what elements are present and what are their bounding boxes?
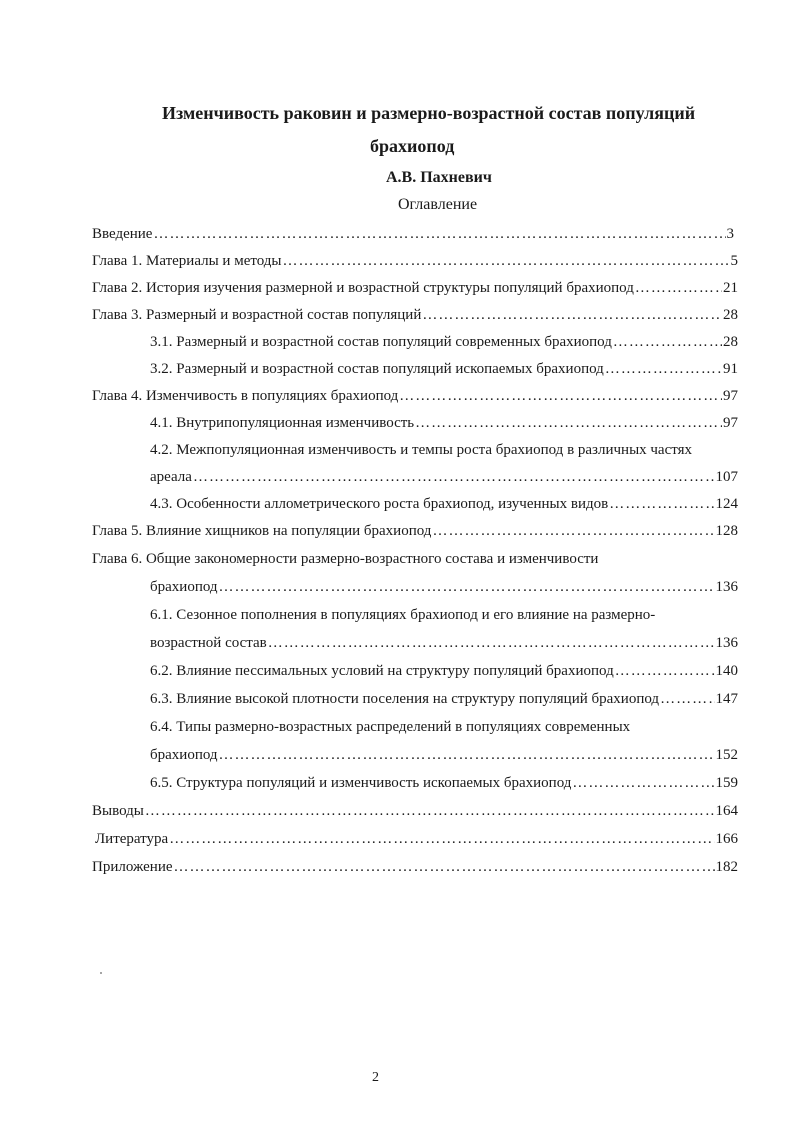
toc-page-number: 124 [715,496,738,512]
toc-dot-leader [193,467,715,487]
toc-heading: Оглавление [398,196,478,213]
toc-entry-section-6-4-cont [150,745,738,765]
toc-entry-section-3-1 [150,332,738,352]
toc-label: Выводы [92,803,144,819]
toc-label: Приложение [92,859,173,875]
toc-dot-leader [422,305,722,325]
title-line-1: Изменчивость раковин и размерно-возрастной состав популяций [162,103,696,123]
toc-label-continuation: брахиопод [150,747,218,763]
toc-dot-leader [432,521,714,541]
toc-page-number: 128 [715,523,738,539]
toc-entry-conclusions [92,801,738,821]
toc-dot-leader [153,224,725,244]
toc-label: 6.4. Типы размерно-возрастных распределений в популяциях современных [150,719,631,735]
toc-page-number: 166 [715,831,738,847]
toc-label: 6.5. Структура популяций и изменчивость ископаемых брахиопод [150,775,572,791]
toc-dot-leader [635,278,722,298]
toc-label: 4.3. Особенности аллометрического роста брахиопод, изученных видов [150,496,609,512]
toc-dot-leader [609,494,714,514]
toc-label: Глава 5. Влияние хищников на популяции брахиопод [92,523,432,539]
toc-page-number: 21 [723,280,738,296]
toc-page-number: 140 [715,663,738,679]
toc-dot-leader [415,413,722,433]
toc-dot-leader [605,359,722,379]
toc-dot-leader [174,857,715,877]
toc-page-number: 136 [715,579,738,595]
toc-entry-section-4-2 [150,440,738,460]
toc-entry-section-6-3 [150,689,738,709]
toc-entry-chapter-1 [92,251,738,271]
scan-speck [100,972,102,974]
toc-entry-section-6-5 [150,773,738,793]
toc-page-number: 5 [730,253,738,269]
toc-label: Глава 6. Общие закономерности размерно-возрастного состава и изменчивости [92,551,599,567]
toc-page-number: 182 [715,859,738,875]
toc-page-number: 3 [726,226,734,242]
toc-label: 3.1. Размерный и возрастной состав популяций современных брахиопод [150,334,612,350]
author: А.В. Пахневич [386,169,492,186]
toc-label: Литература [95,831,169,847]
toc-page-number: 28 [723,334,738,350]
toc-label: 3.2. Размерный и возрастной состав популяций ископаемых брахиопод [150,361,604,377]
page-number: 2 [372,1070,379,1085]
toc-label: Глава 3. Размерный и возрастной состав популяций [92,307,422,323]
toc-label-continuation: возрастной состав [150,635,267,651]
toc-label-continuation: ареала [150,469,192,485]
title-line-2: брахиопод [370,136,455,156]
toc-page-number: 136 [715,635,738,651]
toc-entry-section-6-4 [150,717,738,737]
toc-dot-leader [283,251,730,271]
toc-entry-section-4-3 [150,494,738,514]
toc-entry-chapter-2 [92,278,738,298]
toc-entry-section-6-2 [150,661,738,681]
toc-entry-chapter-5 [92,521,738,541]
toc-dot-leader [613,332,722,352]
toc-page-number: 91 [723,361,738,377]
toc-page-number: 152 [715,747,738,763]
toc-entry-section-4-2-cont [150,467,738,487]
toc-label: 4.2. Межпопуляционная изменчивость и темпы роста брахиопод в различных частях [150,442,693,458]
toc-label: 6.2. Влияние пессимальных условий на структуру популяций брахиопод [150,663,614,679]
toc-dot-leader [169,829,714,849]
toc-dot-leader [219,745,715,765]
toc-entry-chapter-6 [92,549,738,569]
toc-entry-section-4-1 [150,413,738,433]
toc-dot-leader [399,386,722,406]
toc-page-number: 147 [715,691,738,707]
toc-dot-leader [219,577,715,597]
toc-dot-leader [615,661,715,681]
toc-entry-appendix [92,857,738,877]
toc-entry-section-3-2 [150,359,738,379]
toc-page-number: 159 [715,775,738,791]
toc-label: 6.3. Влияние высокой плотности поселения на структуру популяций брахиопод [150,691,660,707]
toc-page-number: 97 [723,415,738,431]
toc-label: Глава 1. Материалы и методы [92,253,282,269]
toc-label: 4.1. Внутрипопуляционная изменчивость [150,415,415,431]
toc-page-number: 28 [723,307,738,323]
toc-entry-section-6-1-cont [150,633,738,653]
toc-entry-introduction [92,224,734,244]
toc-dot-leader [145,801,715,821]
toc-page-number: 107 [715,469,738,485]
toc-entry-section-6-1 [150,605,738,625]
toc-page-number: 97 [723,388,738,404]
toc-label-continuation: брахиопод [150,579,218,595]
toc-dot-leader [268,633,715,653]
toc-entry-references [95,829,738,849]
toc-label: Глава 4. Изменчивость в популяциях брахиопод [92,388,399,404]
toc-entry-chapter-6-cont [150,577,738,597]
toc-label: Введение [92,226,153,242]
toc-page-number: 164 [715,803,738,819]
toc-label: Глава 2. История изучения размерной и возрастной структуры популяций брахиопод [92,280,634,296]
toc-entry-chapter-4 [92,386,738,406]
toc-label: 6.1. Сезонное пополнения в популяциях брахиопод и его влияние на размерно- [150,607,656,623]
toc-dot-leader [660,689,714,709]
toc-entry-chapter-3 [92,305,738,325]
toc-dot-leader [572,773,714,793]
